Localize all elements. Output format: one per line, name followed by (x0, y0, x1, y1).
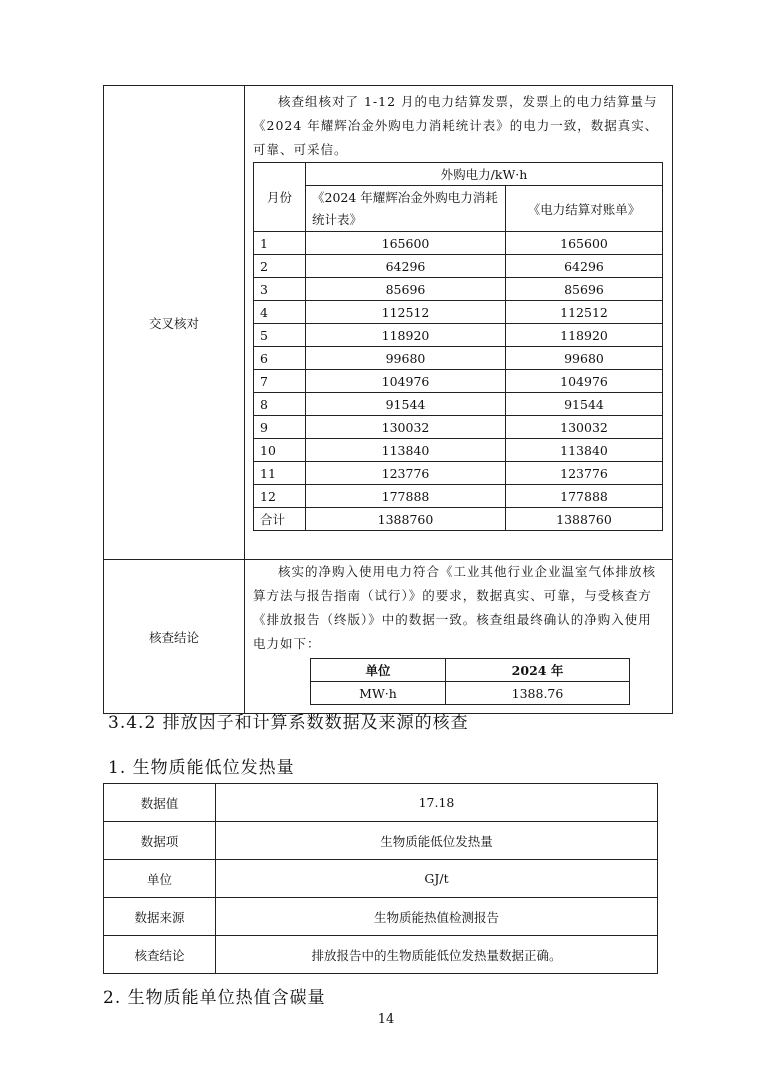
stat-table-value: 112512 (306, 301, 506, 324)
col2-header: 《电力结算对账单》 (506, 186, 663, 232)
statement-value: 130032 (506, 416, 663, 439)
field-label: 数据项 (104, 822, 216, 860)
row-label-conclusion: 核查结论 (104, 560, 245, 714)
cross-check-paragraph: 核查组核对了 1-12 月的电力结算发票，发票上的电力结算量与《2024 年耀辉冶金外购电力消耗统计表》的电力一致，数据真实、可靠、可采信。 (253, 94, 659, 157)
stat-table-value: 165600 (306, 232, 506, 255)
statement-value: 123776 (506, 462, 663, 485)
electricity-table (253, 162, 663, 531)
verification-table (103, 85, 673, 714)
table-row (254, 255, 663, 278)
month-cell: 12 (254, 485, 306, 508)
calorific-value-table (103, 783, 658, 974)
statement-value: 113840 (506, 439, 663, 462)
statement-value: 85696 (506, 278, 663, 301)
table-row (104, 936, 658, 974)
subheading-1: 1. 生物质能低位发热量 (108, 758, 295, 778)
subheading-2: 2. 生物质能单位热值含碳量 (103, 988, 326, 1008)
field-value: 17.18 (216, 784, 658, 822)
year-value: 1388.76 (446, 682, 630, 705)
field-value: 排放报告中的生物质能低位发热量数据正确。 (216, 936, 658, 974)
month-cell: 3 (254, 278, 306, 301)
statement-value: 112512 (506, 301, 663, 324)
month-cell: 2 (254, 255, 306, 278)
section-heading: 3.4.2 排放因子和计算系数数据及来源的核查 (108, 713, 469, 733)
table-row (254, 393, 663, 416)
month-cell: 7 (254, 370, 306, 393)
stat-table-value: 104976 (306, 370, 506, 393)
month-cell: 5 (254, 324, 306, 347)
stat-table-value: 64296 (306, 255, 506, 278)
month-header: 月份 (254, 163, 306, 232)
field-value: GJ/t (216, 860, 658, 898)
page-number: 14 (377, 1012, 395, 1027)
table-row (254, 278, 663, 301)
stat-table-value: 177888 (306, 485, 506, 508)
table-row (254, 416, 663, 439)
month-cell: 10 (254, 439, 306, 462)
confirmed-electricity-table (310, 658, 630, 705)
group-header: 外购电力/kW·h (306, 163, 663, 186)
stat-table-value: 113840 (306, 439, 506, 462)
table-row (254, 508, 663, 531)
table-row (254, 347, 663, 370)
table-row (254, 485, 663, 508)
conclusion-paragraph: 核实的净购入使用电力符合《工业其他行业企业温室气体排放核算方法与报告指南（试行）》的要求，数据真实、可靠，与受核查方《排放报告（终版）》中的数据一致。核查组最终确认的净购入使用电力如下： (253, 564, 657, 651)
field-label: 数据来源 (104, 898, 216, 936)
table-row (104, 784, 658, 822)
table-row (254, 232, 663, 255)
statement-value: 165600 (506, 232, 663, 255)
col1-header: 《2024 年耀辉冶金外购电力消耗统计表》 (306, 186, 506, 232)
statement-value: 1388760 (506, 508, 663, 531)
table-row (254, 324, 663, 347)
month-cell: 11 (254, 462, 306, 485)
stat-table-value: 118920 (306, 324, 506, 347)
table-row (254, 439, 663, 462)
stat-table-value: 130032 (306, 416, 506, 439)
month-cell: 8 (254, 393, 306, 416)
stat-table-value: 1388760 (306, 508, 506, 531)
table-row (104, 860, 658, 898)
table-row (104, 898, 658, 936)
field-label: 核查结论 (104, 936, 216, 974)
table-row (254, 301, 663, 324)
stat-table-value: 123776 (306, 462, 506, 485)
statement-value: 91544 (506, 393, 663, 416)
statement-value: 64296 (506, 255, 663, 278)
month-cell: 合计 (254, 508, 306, 531)
unit-value: MW·h (311, 682, 446, 705)
statement-value: 118920 (506, 324, 663, 347)
statement-value: 177888 (506, 485, 663, 508)
unit-header: 单位 (311, 659, 446, 682)
month-cell: 4 (254, 301, 306, 324)
month-cell: 6 (254, 347, 306, 370)
month-cell: 1 (254, 232, 306, 255)
stat-table-value: 91544 (306, 393, 506, 416)
month-cell: 9 (254, 416, 306, 439)
table-row (254, 370, 663, 393)
field-value: 生物质能热值检测报告 (216, 898, 658, 936)
field-value: 生物质能低位发热量 (216, 822, 658, 860)
statement-value: 99680 (506, 347, 663, 370)
row-label-cross-check: 交叉核对 (104, 86, 245, 560)
stat-table-value: 85696 (306, 278, 506, 301)
stat-table-value: 99680 (306, 347, 506, 370)
year-header: 2024 年 (446, 659, 630, 682)
table-row (104, 822, 658, 860)
field-label: 数据值 (104, 784, 216, 822)
table-row (254, 462, 663, 485)
statement-value: 104976 (506, 370, 663, 393)
field-label: 单位 (104, 860, 216, 898)
